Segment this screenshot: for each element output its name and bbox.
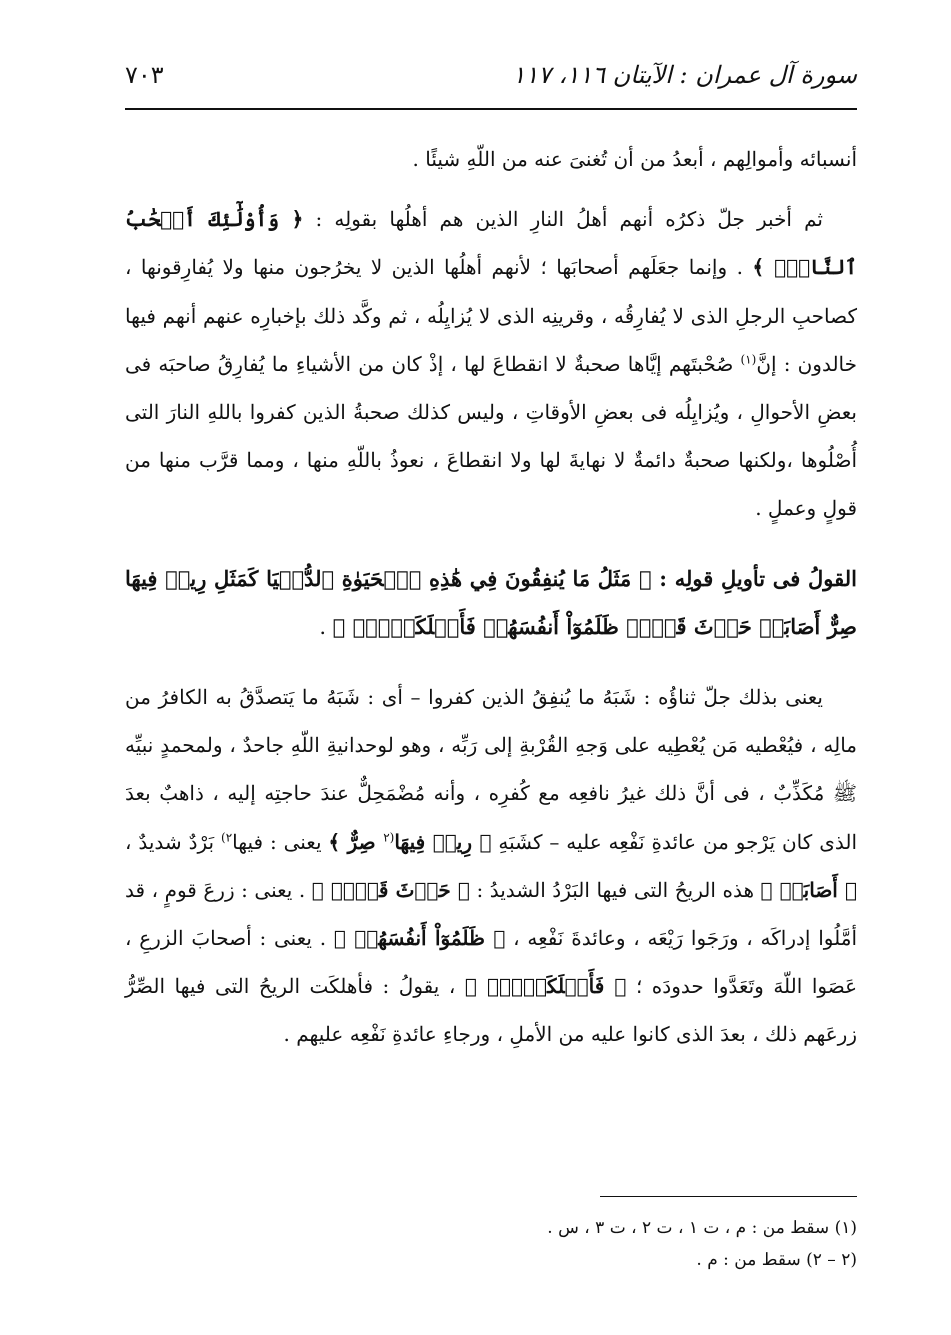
quran-verse-heading: ﴿ مَثَلُ مَا يُنفِقُونَ فِي هَٰذِهِ ٱلۡحَيَوٰةِ ٱلدُّنۡيَا كَمَثَلِ رِيحٖ فِيهَا صِرٌّ أَصَابَتۡ حَرۡثَ قَوۡمٖ ظَلَمُوٓاْ أَنفُسَهُمۡ فَأَهۡلَكَتۡهُۚ ﴾ [125,565,857,639]
footnotes [125,1212,857,1276]
p4-text-b: يعنى : فيها [232,829,329,854]
quran-quote-5: ﴿ ظَلَمُوٓاْ أَنفُسَهُمۡ ﴾ [333,926,506,951]
quran-quote-4: ﴿ حَرۡثَ قَوۡمٖ ﴾ [311,877,470,902]
section-heading: القولُ فى تأويلِ قولِه : [651,565,857,591]
running-head [125,52,857,98]
paragraph-1-text: أنسبائه وأموالِهم ، أبعدُ من أن تُغنىَ عنه من اللّهِ شيئًا . [412,147,857,171]
footnote-ref-1: (١) [740,352,757,367]
main-text [125,135,857,1059]
footnote-1: (١) سقط من : م ، ت ١ ، ت ٢ ، ت ٣ ، س . [547,1218,857,1238]
p4-text-f: . يعنى : أصحابَ الزرعِ ، عَصَوا اللّهَ وتَعَدَّوا حدودَه ؛ [125,926,858,999]
paragraph-2 [125,195,857,532]
paragraph-1 [125,135,857,183]
paragraph-3-heading [125,555,857,651]
p2-text-a: ثم أخبر جلّ ذكرُه أنهم أهلُ النارِ الذين هم أهلُها بقولِه : [303,207,823,232]
p4-text-c: بَرْدٌ شديدٌ ، [125,829,221,854]
p2-text-c: صُحْبتَهم إيَّاها صحبةٌ لا انقطاعَ لها ، إذْ كان من الأشياءِ ما يُفارِقُ صاحبَه فى بعضِ الأحوالِ ، ويُزايِلُه فى بعضِ الأوقاتِ ، وليس كذلك صحبةُ الذين كفروا باللهِ النارَ التى أُصْلُوها ،ولكنها صحبةٌ دائمةٌ لا نهايةَ لها ولا انقطاعَ ، نعوذُ باللّهِ منها ، ومما قرَّب منها من قولٍ وعملٍ . [125,351,857,521]
p4-text-a: يعنى بذلك جلّ ثناؤُه : شَبَهُ ما يُنفِقُ الذين كفروا – أى : شَبَهُ ما يَتصدَّقُ به الكافرُ من مالِه ، فيُعْطيه مَن يُعْطِيه على وَجهِ القُرْبةِ إلى رَبِّه ، وهو لوحدانيةِ اللّهِ جاحدٌ ، ولمحمدٍ نبيِّه ﷺ مُكَذِّبٌ ، فى أنَّ ذلك غيرُ نافعِه مع كُفرِه ، وأنه مُضْمَحِلٌّ عندَ حاجتِه إليه ، ذاهبٌ بعدَ الذى كان يَرْجو من عائدةِ نَفْعِه عليه – كشَبَهِ [125,685,857,854]
running-title: سورة آل عمران : الآيتان ١١٦، ١١٧ [512,61,857,89]
quran-quote-1: ﴿ وَأُوْلَٰٓئِكَ أَصۡحَٰبُ ٱلنَّارِۖ ﴾ [125,207,857,280]
quran-quote-3: ﴿ أَصَابَتۡ ﴾ [760,877,857,902]
footnote-ref-2-end: ٢) [221,829,233,844]
p4-text-g: ، يقولُ : فأهلكَت الريحُ التى فيها الصِّرُّ زرعَهم ذلك ، بعدَ الذى كانوا عليه من الأملِ ، ورجاءِ عائدةِ نَفْعِه عليهم . [125,974,857,1047]
p4-text-d: هذه الريحُ التى فيها البَرْدُ الشديدُ : [469,877,761,902]
header-rule [125,108,857,110]
quran-quote-2: ﴿ رِيحٖ فِيهَا [394,829,492,854]
p4-text-e: . يعنى : زرعَ قومٍ ، قد أمَّلُوا إدراكَه ، ورَجَوا رَيْعَه ، وعائدةَ نَفْعِه ، [125,877,858,951]
paragraph-4 [125,673,857,1059]
footnote-ref-2-start: (٢ [383,829,395,844]
p2-text-b: . وإنما جعَلَهم أصحابَها ؛ لأنهم أهلُها الذين لا يخرُجون منها ولا يُفارِقونها ، كصاحبِ الرجلِ الذى لا يُفارِقُه ، وقرينِه الذى لا يُزايِلُه ، ثم وكَّد ذلك بإخبارِه عنهم أنهم فيها خالدون : إنَّ [125,255,858,376]
footnote-rule [600,1196,857,1197]
quran-quote-6: ﴿ فَأَهۡلَكَتۡهُۚ ﴾ [464,974,627,999]
heading-end: . [319,614,333,639]
quran-quote-2b: صِرٌّ ﴾ [328,829,384,854]
page-number: ٧٠٣ [125,61,164,89]
footnote-2: (٢ – ٢) سقط من : م . [696,1250,857,1270]
